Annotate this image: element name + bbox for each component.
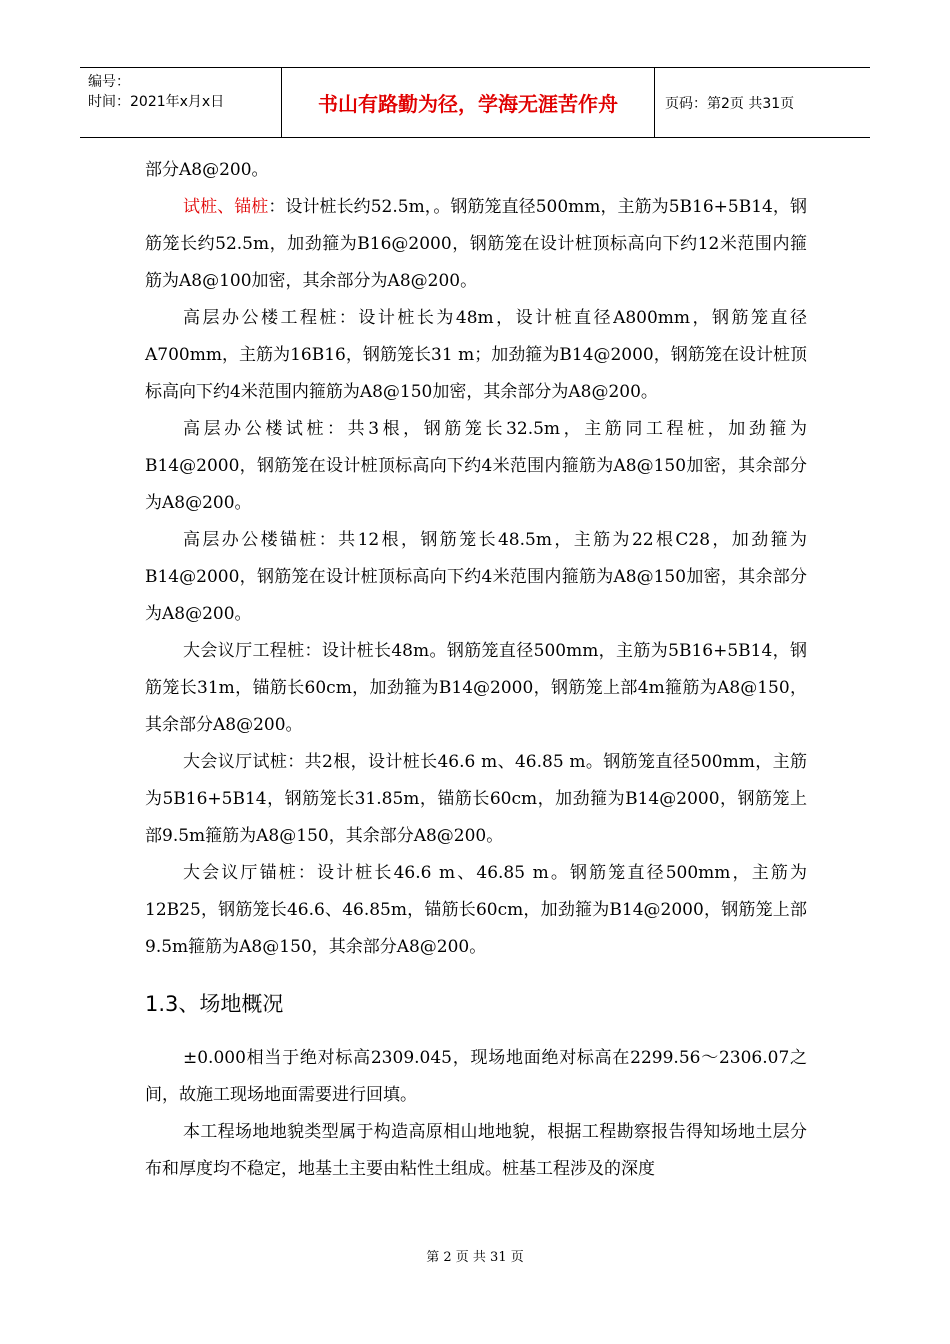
paragraph-office-test-piles: 高层办公楼试桩：共3根，钢筋笼长32.5m，主筋同工程桩，加劲箍为B14@2000，钢筋笼在设计桩顶标高向下约4米范围内箍筋为A8@150加密，其余部分为A8@200。	[145, 419, 807, 513]
paragraph-office-engineering-piles: 高层办公楼工程桩：设计桩长为48m，设计桩直径A800mm，钢筋笼直径A700mm，主筋为16B16，钢筋笼长31 m；加劲箍为B14@2000，钢筋笼在设计桩顶标高向下约4米范围内箍筋为A8@150加密，其余部分为A8@200。	[145, 308, 807, 402]
paragraph-continuation: 部分A8@200。	[145, 160, 269, 180]
header-number: 编号：	[88, 74, 130, 90]
header-page-info: 页码：第2页 共31页	[665, 95, 795, 112]
page-footer: 第 2 页 共 31 页	[426, 1250, 524, 1265]
paragraph-office-anchor-piles: 高层办公楼锚桩：共12根，钢筋笼长48.5m，主筋为22根C28，加劲箍为B14@2000，钢筋笼在设计桩顶标高向下约4米范围内箍筋为A8@150加密，其余部分为A8@200。	[145, 530, 807, 624]
paragraph-hall-anchor-piles: 大会议厅锚桩：设计桩长46.6 m、46.85 m。钢筋笼直径500mm，主筋为12B25，钢筋笼长46.6、46.85m，锚筋长60cm，加劲箍为B14@2000，钢筋笼上部9.5m箍筋为A8@150，其余部分A8@200。	[145, 863, 807, 957]
header-meta	[80, 68, 282, 137]
document-body	[145, 152, 807, 1188]
header-date: 时间：2021年x月x日	[88, 94, 225, 110]
highlight-label: 试桩、锚桩	[183, 197, 269, 217]
header-motto: 书山有路勤为径，学海无涯苦作舟	[282, 68, 655, 137]
paragraph-hall-engineering-piles: 大会议厅工程桩：设计桩长48m。钢筋笼直径500mm，主筋为5B16+5B14，钢筋笼长31m，锚筋长60cm，加劲箍为B14@2000，钢筋笼上部4m箍筋为A8@150，其余部分A8@200。	[145, 641, 807, 735]
paragraph-text: ：设计桩长约52.5m，。钢筋笼直径500mm，主筋为5B16+5B14，钢筋笼长约52.5m，加劲箍为B16@2000，钢筋笼在设计桩顶标高向下约12米范围内箍筋为A8@100加密，其余部分为A8@200。	[145, 197, 807, 291]
paragraph-site-elevation: ±0.000相当于绝对标高2309.045，现场地面绝对标高在2299.56～2306.07之间，故施工现场地面需要进行回填。	[145, 1048, 807, 1105]
page-header	[80, 67, 870, 138]
paragraph-test-anchor-piles	[145, 189, 807, 300]
paragraph-hall-test-piles: 大会议厅试桩：共2根，设计桩长46.6 m、46.85 m。钢筋笼直径500mm，主筋为5B16+5B14，钢筋笼长31.85m，锚筋长60cm，加劲箍为B14@2000，钢筋笼上部9.5m箍筋为A8@150，其余部分A8@200。	[145, 752, 807, 846]
paragraph-site-geology: 本工程场地地貌类型属于构造高原相山地地貌，根据工程勘察报告得知场地土层分布和厚度均不稳定，地基土主要由粘性土组成。桩基工程涉及的深度	[145, 1122, 807, 1179]
section-heading: 1.3、场地概况	[145, 992, 284, 1016]
